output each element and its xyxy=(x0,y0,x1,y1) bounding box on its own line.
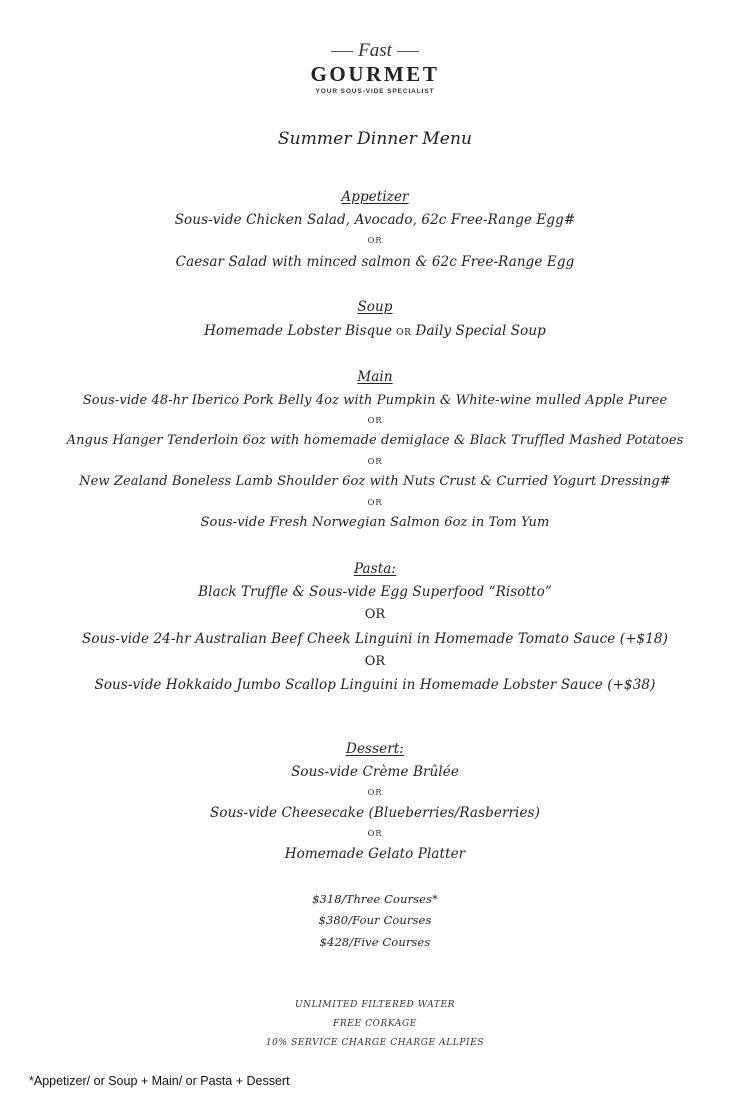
soup-line xyxy=(0,323,750,339)
or-separator: OR xyxy=(364,607,386,622)
price-three-courses: $318/Three Courses* xyxy=(312,892,438,906)
price-four-courses: $380/Four Courses xyxy=(318,913,432,927)
main-item-4: Sous-vide Fresh Norwegian Salmon 6oz in Tom Yum xyxy=(200,515,550,530)
or-separator: OR xyxy=(367,788,383,798)
pasta-item-1: Black Truffle & Sous-vide Egg Superfood “Risotto” xyxy=(198,584,552,600)
logo-script-line xyxy=(0,40,750,62)
note-service-charge: 10% SERVICE CHARGE CHARGE ALLPIES xyxy=(265,1038,485,1048)
or-separator: OR xyxy=(367,236,383,246)
course-footnote: *Appetizer/ or Soup + Main/ or Pasta + Dessert xyxy=(29,1074,290,1088)
or-separator: OR xyxy=(367,829,383,839)
logo-script-word: Fast xyxy=(358,40,392,61)
logo-left-dash xyxy=(331,51,353,52)
dessert-heading: Dessert: xyxy=(346,741,404,757)
soup-heading: Soup xyxy=(357,299,393,315)
appetizer-item-1: Sous-vide Chicken Salad, Avocado, 62c Free-Range Egg# xyxy=(174,212,576,228)
or-separator: OR xyxy=(396,328,412,338)
appetizer-heading: Appetizer xyxy=(341,189,409,205)
or-separator: OR xyxy=(367,457,383,467)
main-item-2: Angus Hanger Tenderloin 6oz with homemade demiglace & Black Truffled Mashed Potatoes xyxy=(66,433,684,448)
logo-tagline: YOUR SOUS-VIDE SPECIALIST xyxy=(315,88,435,95)
main-item-1: Sous-vide 48-hr Iberico Pork Belly 4oz with Pumpkin & White-wine mulled Apple Puree xyxy=(82,393,668,408)
or-separator: OR xyxy=(367,498,383,508)
soup-item-2: Daily Special Soup xyxy=(415,323,546,339)
logo-right-dash xyxy=(397,51,419,52)
main-heading: Main xyxy=(357,369,393,385)
pasta-heading: Pasta: xyxy=(353,561,397,577)
soup-item-1: Homemade Lobster Bisque xyxy=(204,323,393,339)
dessert-item-2: Sous-vide Cheesecake (Blueberries/Rasberries) xyxy=(210,805,540,821)
note-free-corkage: FREE CORKAGE xyxy=(333,1019,417,1029)
dessert-item-3: Homemade Gelato Platter xyxy=(284,846,466,862)
pasta-item-3: Sous-vide Hokkaido Jumbo Scallop Linguini in Homemade Lobster Sauce (+$38) xyxy=(94,677,656,693)
dessert-item-1: Sous-vide Crème Brûlée xyxy=(291,764,459,780)
or-separator: OR xyxy=(364,654,386,669)
logo-brand: GOURMET xyxy=(310,62,440,86)
appetizer-item-2: Caesar Salad with minced salmon & 62c Free-Range Egg xyxy=(175,254,575,270)
price-five-courses: $428/Five Courses xyxy=(319,935,431,949)
menu-title: Summer Dinner Menu xyxy=(277,129,473,149)
main-item-3: New Zealand Boneless Lamb Shoulder 6oz with Nuts Crust & Curried Yogurt Dressing# xyxy=(79,474,671,489)
note-filtered-water: UNLIMITED FILTERED WATER xyxy=(294,1000,455,1010)
or-separator: OR xyxy=(367,416,383,426)
pasta-item-2: Sous-vide 24-hr Australian Beef Cheek Linguini in Homemade Tomato Sauce (+$18) xyxy=(82,631,668,647)
